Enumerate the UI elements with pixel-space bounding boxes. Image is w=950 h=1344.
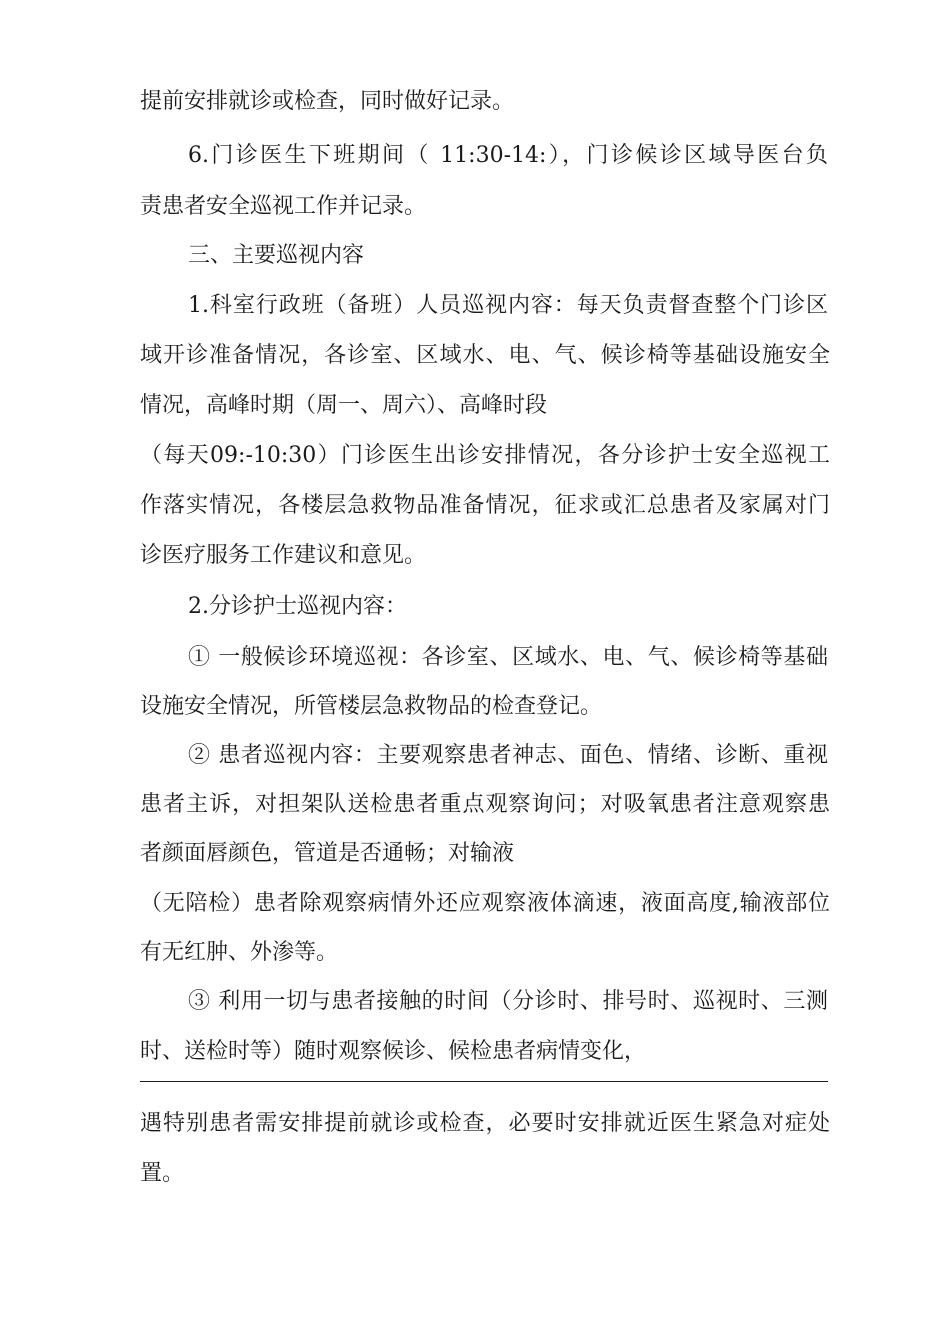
text-line: 作落实情况，各楼层急救物品准备情况，征求或汇总患者及家属对门: [140, 493, 830, 518]
text-line: 遇特别患者需安排提前就诊或检查，必要时安排就近医生紧急对症处: [140, 1111, 830, 1136]
text-line: 6.门诊医生下班期间（ 11:30-14:），门诊候诊区域导医台负: [188, 143, 828, 168]
text-line: ② 患者巡视内容：主要观察患者神志、面色、情绪、诊断、重视: [188, 743, 828, 768]
horizontal-divider: [140, 1081, 828, 1082]
text-line: 诊医疗服务工作建议和意见。: [140, 543, 427, 568]
text-line: 设施安全情况，所管楼层急救物品的检查登记。: [140, 694, 603, 719]
text-line: （无陪检）患者除观察病情外还应观察液体滴速，液面高度,输液部位: [140, 891, 830, 916]
text-line: ① 一般候诊环境巡视：各诊室、区域水、电、气、候诊椅等基础: [188, 645, 828, 670]
text-line: 责患者安全巡视工作并记录。: [140, 194, 427, 219]
text-line: 置。: [140, 1161, 185, 1186]
section-heading: 三、主要巡视内容: [188, 243, 365, 268]
text-line: 患者主诉，对担架队送检患者重点观察询问；对吸氧患者注意观察患: [140, 792, 830, 817]
text-line: 情况，高峰时期（周一、周六）、高峰时段: [140, 393, 548, 418]
text-line: 1.科室行政班（备班）人员巡视内容：每天负责督查整个门诊区: [188, 293, 828, 318]
text-line: （每天09:-10:30）门诊医生出诊安排情况，各分诊护士安全巡视工: [140, 443, 830, 468]
text-line: 提前安排就诊或检查，同时做好记录。: [140, 89, 515, 114]
text-line: 有无红肿、外渗等。: [140, 940, 339, 965]
text-line: 域开诊准备情况，各诊室、区域水、电、气、候诊椅等基础设施安全: [140, 343, 830, 368]
text-line: 2.分诊护士巡视内容：: [188, 594, 407, 619]
text-line: 时、送检时等）随时观察候诊、候检患者病情变化，: [140, 1039, 647, 1064]
text-line: 者颜面唇颜色，管道是否通畅；对输液: [140, 841, 515, 866]
text-line: ③ 利用一切与患者接触的时间（分诊时、排号时、巡视时、三测: [188, 989, 828, 1014]
